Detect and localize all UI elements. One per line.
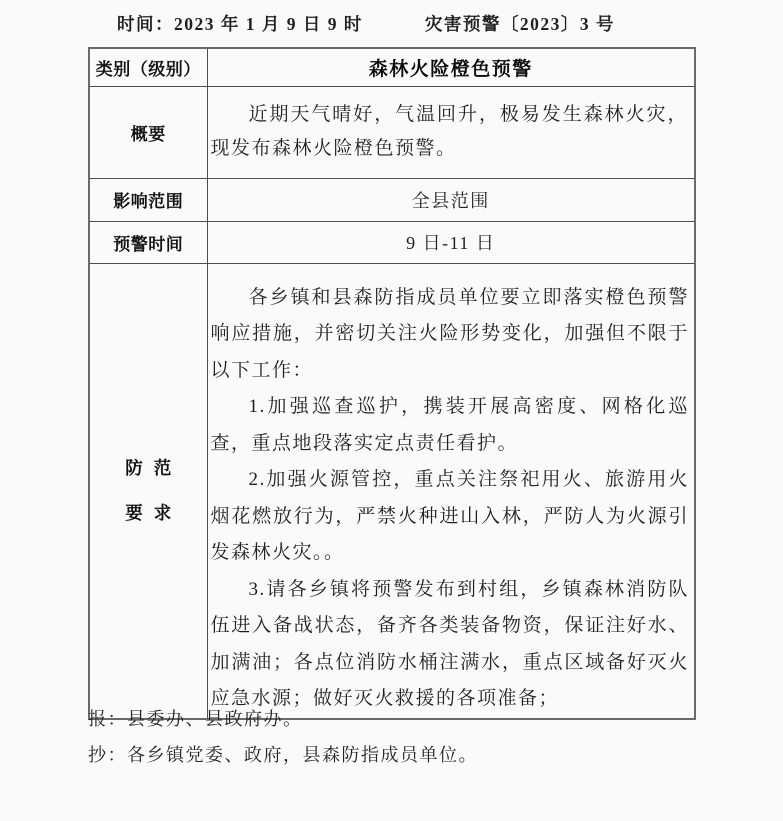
summary-text: 近期天气晴好，气温回升，极易发生森林火灾，现发布森林火险橙色预警。 [210, 104, 688, 159]
prevention-content-cell [207, 263, 695, 719]
prevention-paragraph: 1.加强巡查巡护，携装开展高密度、网格化巡查，重点地段落实定点责任看护。 [210, 396, 689, 454]
prevention-paragraph: 各乡镇和县森防指成员单位要立即落实橙色预警响应措施，并密切关注火险形势变化，加强但不限于以下工作： [210, 286, 689, 381]
table-row-period [89, 221, 695, 263]
issue-time: 时间：2023 年 1 月 9 日 9 时 [117, 14, 363, 34]
period-value: 9 日-11 日 [207, 221, 695, 263]
period-label: 预警时间 [89, 221, 207, 263]
table-row-prevention [89, 263, 695, 719]
warning-title: 森林火险橙色预警 [207, 48, 695, 86]
prevention-label [89, 263, 207, 719]
document-number: 灾害预警〔2023〕3 号 [424, 14, 615, 34]
prevention-label-line1: 防范 [125, 457, 183, 478]
table-row-category [89, 48, 695, 86]
scope-value: 全县范围 [207, 178, 695, 221]
prevention-label-line2: 要求 [125, 502, 183, 523]
table-row-summary [89, 86, 695, 178]
table-row-scope [89, 178, 695, 221]
report-line: 报：县委办、县政府办。 [88, 709, 303, 729]
document-footer [88, 701, 478, 773]
prevention-paragraph: 2.加强火源管控，重点关注祭祀用火、旅游用火烟花燃放行为，严禁火种进山入林，严防人为火源引发森林火灾。。 [210, 469, 689, 563]
category-label: 类别（级别） [89, 48, 207, 86]
summary-label: 概要 [89, 86, 207, 178]
scope-label: 影响范围 [89, 178, 207, 221]
prevention-paragraph: 3.请各乡镇将预警发布到村组，乡镇森林消防队伍进入备战状态，备齐各类装备物资，保证注好水、加满油；各点位消防水桶注满水，重点区域备好灭火应急水源；做好灭火救援的各项准备； [210, 578, 689, 709]
summary-content-cell [207, 86, 695, 178]
warning-table [88, 47, 696, 720]
document-header [117, 11, 677, 36]
copy-line: 抄：各乡镇党委、政府，县森防指成员单位。 [88, 745, 478, 765]
